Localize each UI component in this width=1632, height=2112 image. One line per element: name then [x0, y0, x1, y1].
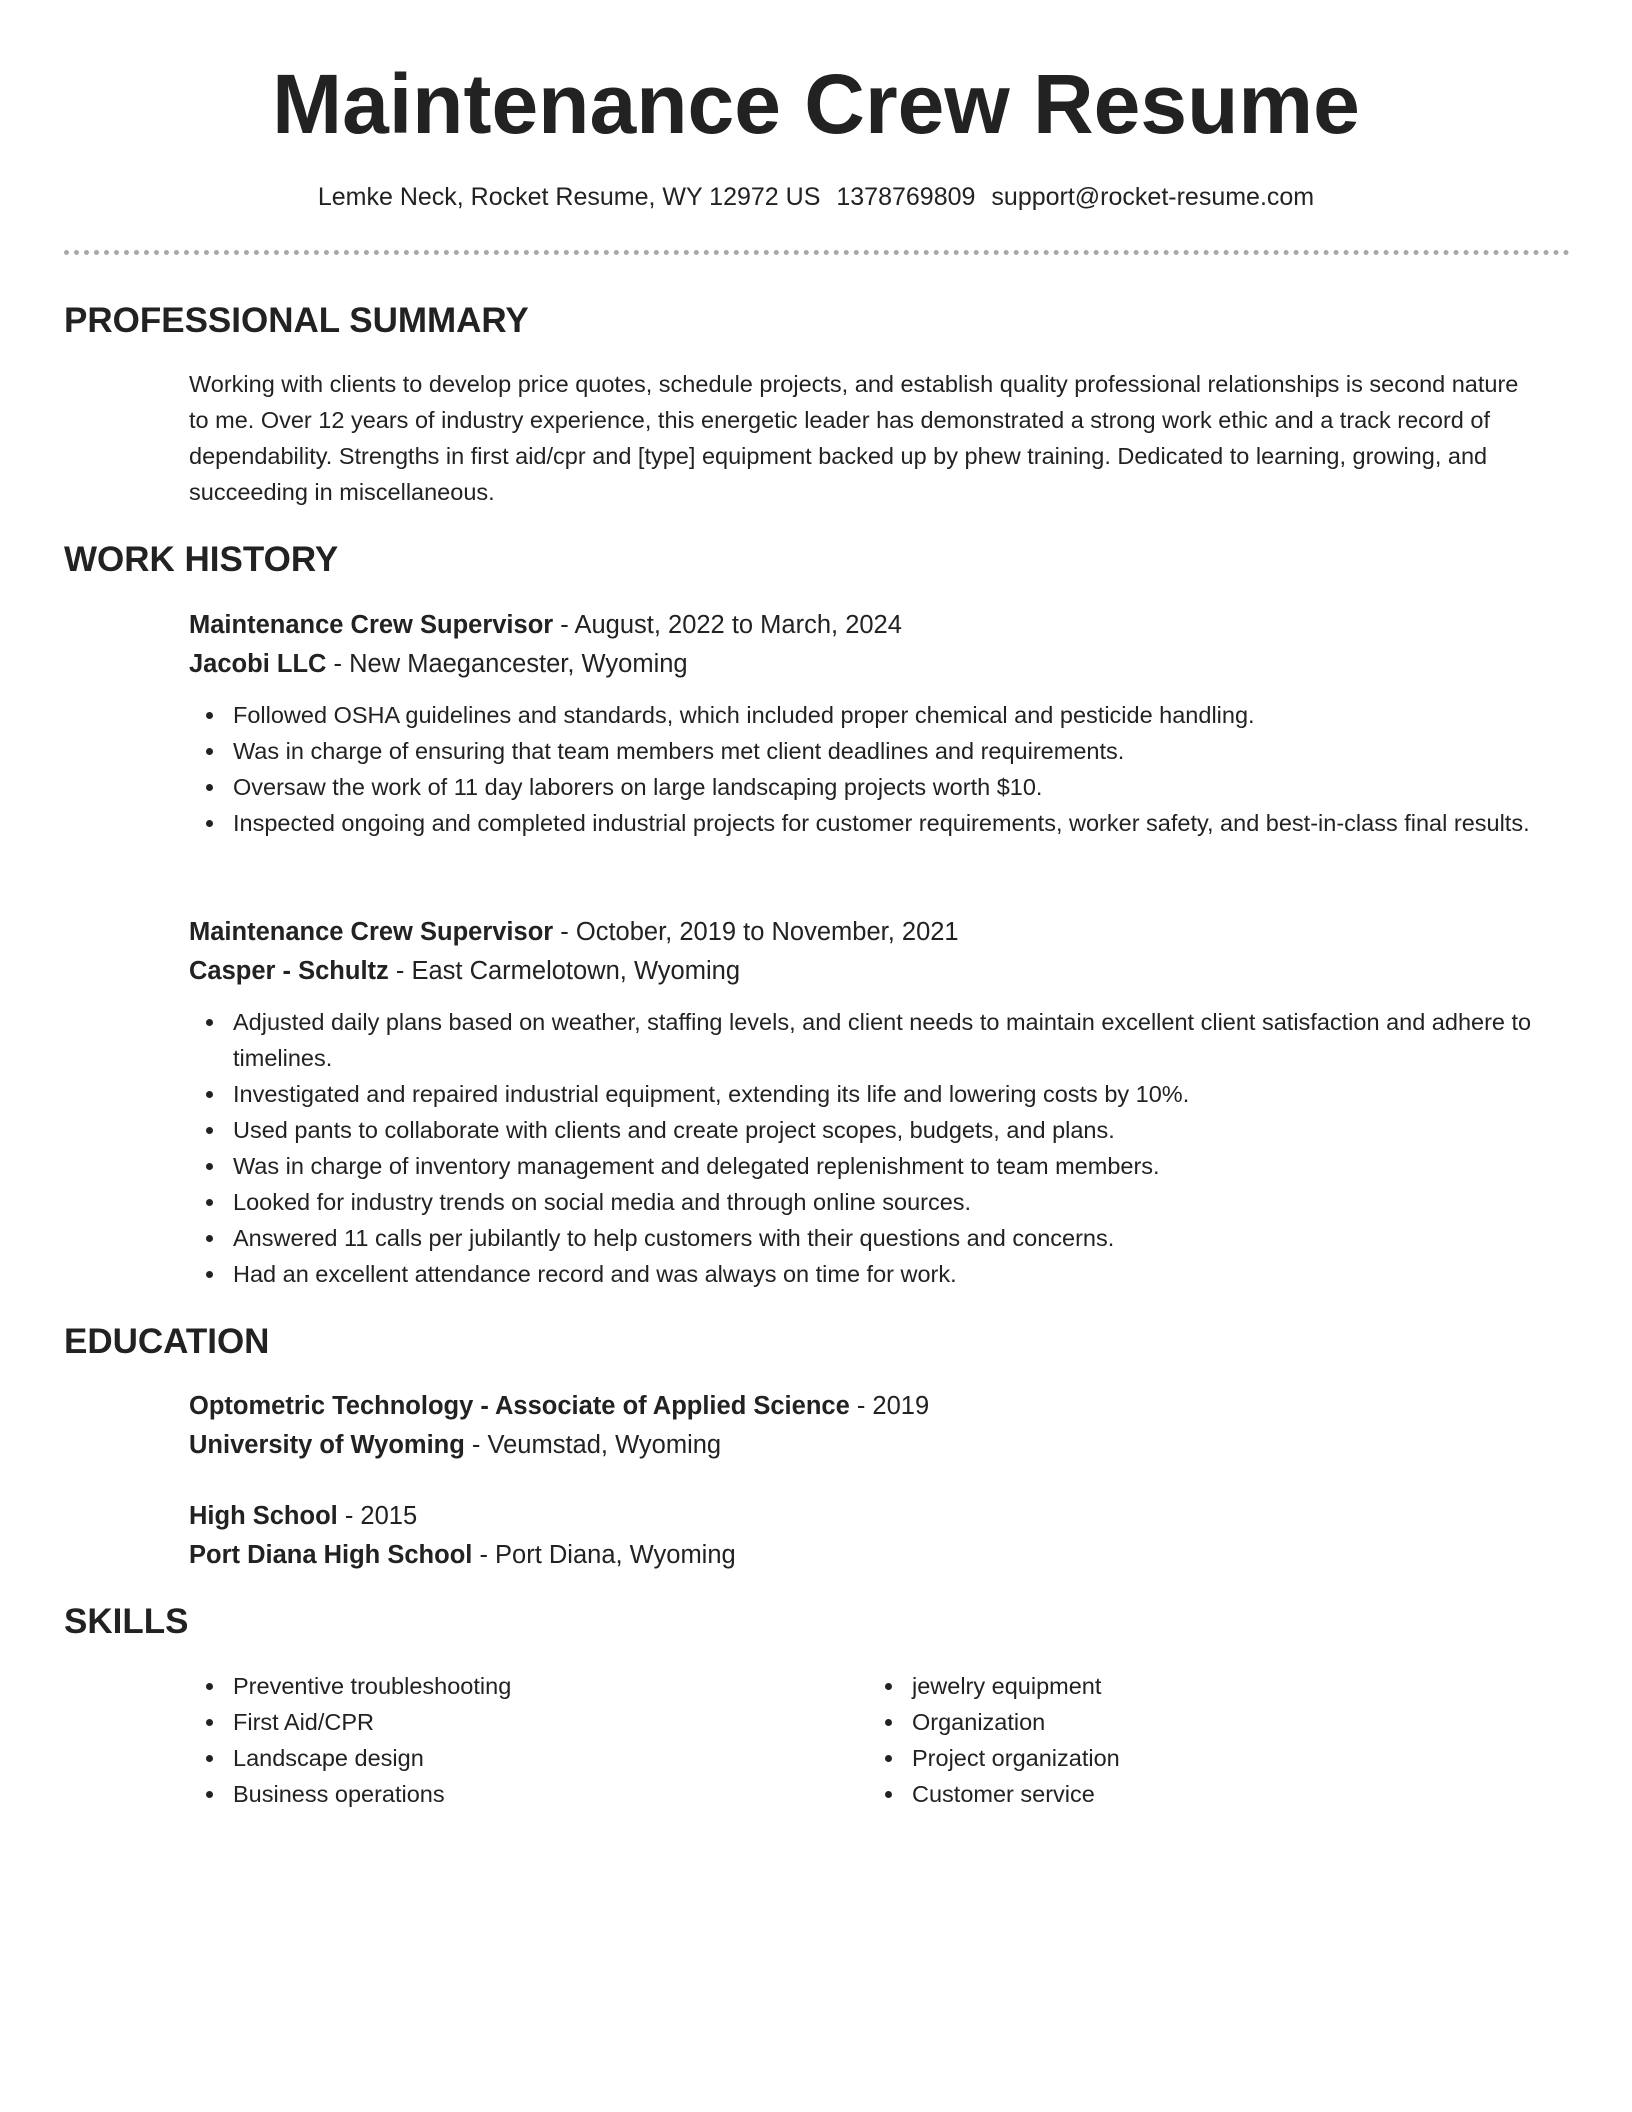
skill-item: Customer service	[868, 1776, 1632, 1812]
edu-2-school-line	[189, 1536, 736, 1574]
job-2-bullets	[189, 1004, 1539, 1292]
edu-1-degree-line	[189, 1387, 929, 1425]
skill-item: Preventive troubleshooting	[189, 1668, 1539, 1704]
job-1-title-line	[189, 606, 902, 644]
job-1-title: Maintenance Crew Supervisor	[189, 611, 554, 639]
contact-line	[0, 181, 1632, 213]
job-2-dates: - October, 2019 to November, 2021	[553, 918, 959, 946]
list-item: Used pants to collaborate with clients and create project scopes, budgets, and plans.	[189, 1112, 1539, 1148]
skill-item: First Aid/CPR	[189, 1704, 1539, 1740]
skill-item: Organization	[868, 1704, 1632, 1740]
header-divider	[64, 250, 1570, 255]
list-item: Had an excellent attendance record and was always on time for work.	[189, 1256, 1539, 1292]
list-item: Was in charge of ensuring that team members met client deadlines and requirements.	[189, 733, 1539, 769]
list-item: Adjusted daily plans based on weather, staffing levels, and client needs to maintain excellent client satisfaction and adhere to timelines.	[189, 1004, 1539, 1076]
skill-item: Business operations	[189, 1776, 1539, 1812]
job-2-company: Casper - Schultz	[189, 957, 389, 985]
list-item: Oversaw the work of 11 day laborers on large landscaping projects worth $10.	[189, 769, 1539, 805]
list-item: Was in charge of inventory management and delegated replenishment to team members.	[189, 1148, 1539, 1184]
list-item: Inspected ongoing and completed industrial projects for customer requirements, worker safety, and best-in-class final results.	[189, 805, 1539, 841]
job-1-company: Jacobi LLC	[189, 650, 327, 678]
skill-item: Landscape design	[189, 1740, 1539, 1776]
skills-heading: SKILLS	[64, 1602, 189, 1641]
edu-2-year: - 2015	[337, 1502, 418, 1530]
edu-1-location: - Veumstad, Wyoming	[464, 1431, 722, 1459]
list-item: Followed OSHA guidelines and standards, which included proper chemical and pesticide handling.	[189, 697, 1539, 733]
summary-text: Working with clients to develop price quotes, schedule projects, and establish quality professional relationships is second nature to me. Over 12 years of industry experience, this energetic leader has demonstrated a strong work ethic and a track record of dependability. Strengths in first aid/cpr and [type] equipment backed up by phew training. Dedicated to learning, growing, and succeeding in miscellaneous.	[189, 371, 1519, 505]
skill-item: jewelry equipment	[868, 1668, 1632, 1704]
edu-2-degree: High School	[189, 1502, 338, 1530]
edu-2-location: - Port Diana, Wyoming	[472, 1541, 736, 1569]
edu-1-degree: Optometric Technology - Associate of Applied Science	[189, 1392, 850, 1420]
contact-email[interactable]: support@rocket-resume.com	[991, 183, 1315, 211]
list-item: Looked for industry trends on social media and through online sources.	[189, 1184, 1539, 1220]
edu-2-school: Port Diana High School	[189, 1541, 473, 1569]
job-1-dates: - August, 2022 to March, 2024	[553, 611, 902, 639]
work-history-heading: WORK HISTORY	[64, 540, 339, 579]
list-item: Answered 11 calls per jubilantly to help customers with their questions and concerns.	[189, 1220, 1539, 1256]
job-1-bullets	[189, 697, 1539, 841]
resume-title: Maintenance Crew Resume	[272, 57, 1360, 151]
skill-item: Project organization	[868, 1740, 1632, 1776]
job-1-company-line	[189, 645, 688, 683]
job-2-location: - East Carmelotown, Wyoming	[388, 957, 741, 985]
list-item: Investigated and repaired industrial equipment, extending its life and lowering costs by 10%.	[189, 1076, 1539, 1112]
job-1-location: - New Maegancester, Wyoming	[326, 650, 688, 678]
education-heading: EDUCATION	[64, 1322, 270, 1361]
contact-address: Lemke Neck, Rocket Resume, WY 12972 US	[317, 183, 821, 211]
edu-1-school-line	[189, 1426, 721, 1464]
skills-list-right	[868, 1668, 1632, 1812]
summary-heading: PROFESSIONAL SUMMARY	[64, 301, 529, 340]
job-2-title-line	[189, 913, 959, 951]
job-2-company-line	[189, 952, 740, 990]
job-2-title: Maintenance Crew Supervisor	[189, 918, 554, 946]
contact-phone: 1378769809	[836, 183, 976, 211]
edu-1-school: University of Wyoming	[189, 1431, 465, 1459]
edu-2-degree-line	[189, 1497, 417, 1535]
edu-1-year: - 2019	[849, 1392, 930, 1420]
